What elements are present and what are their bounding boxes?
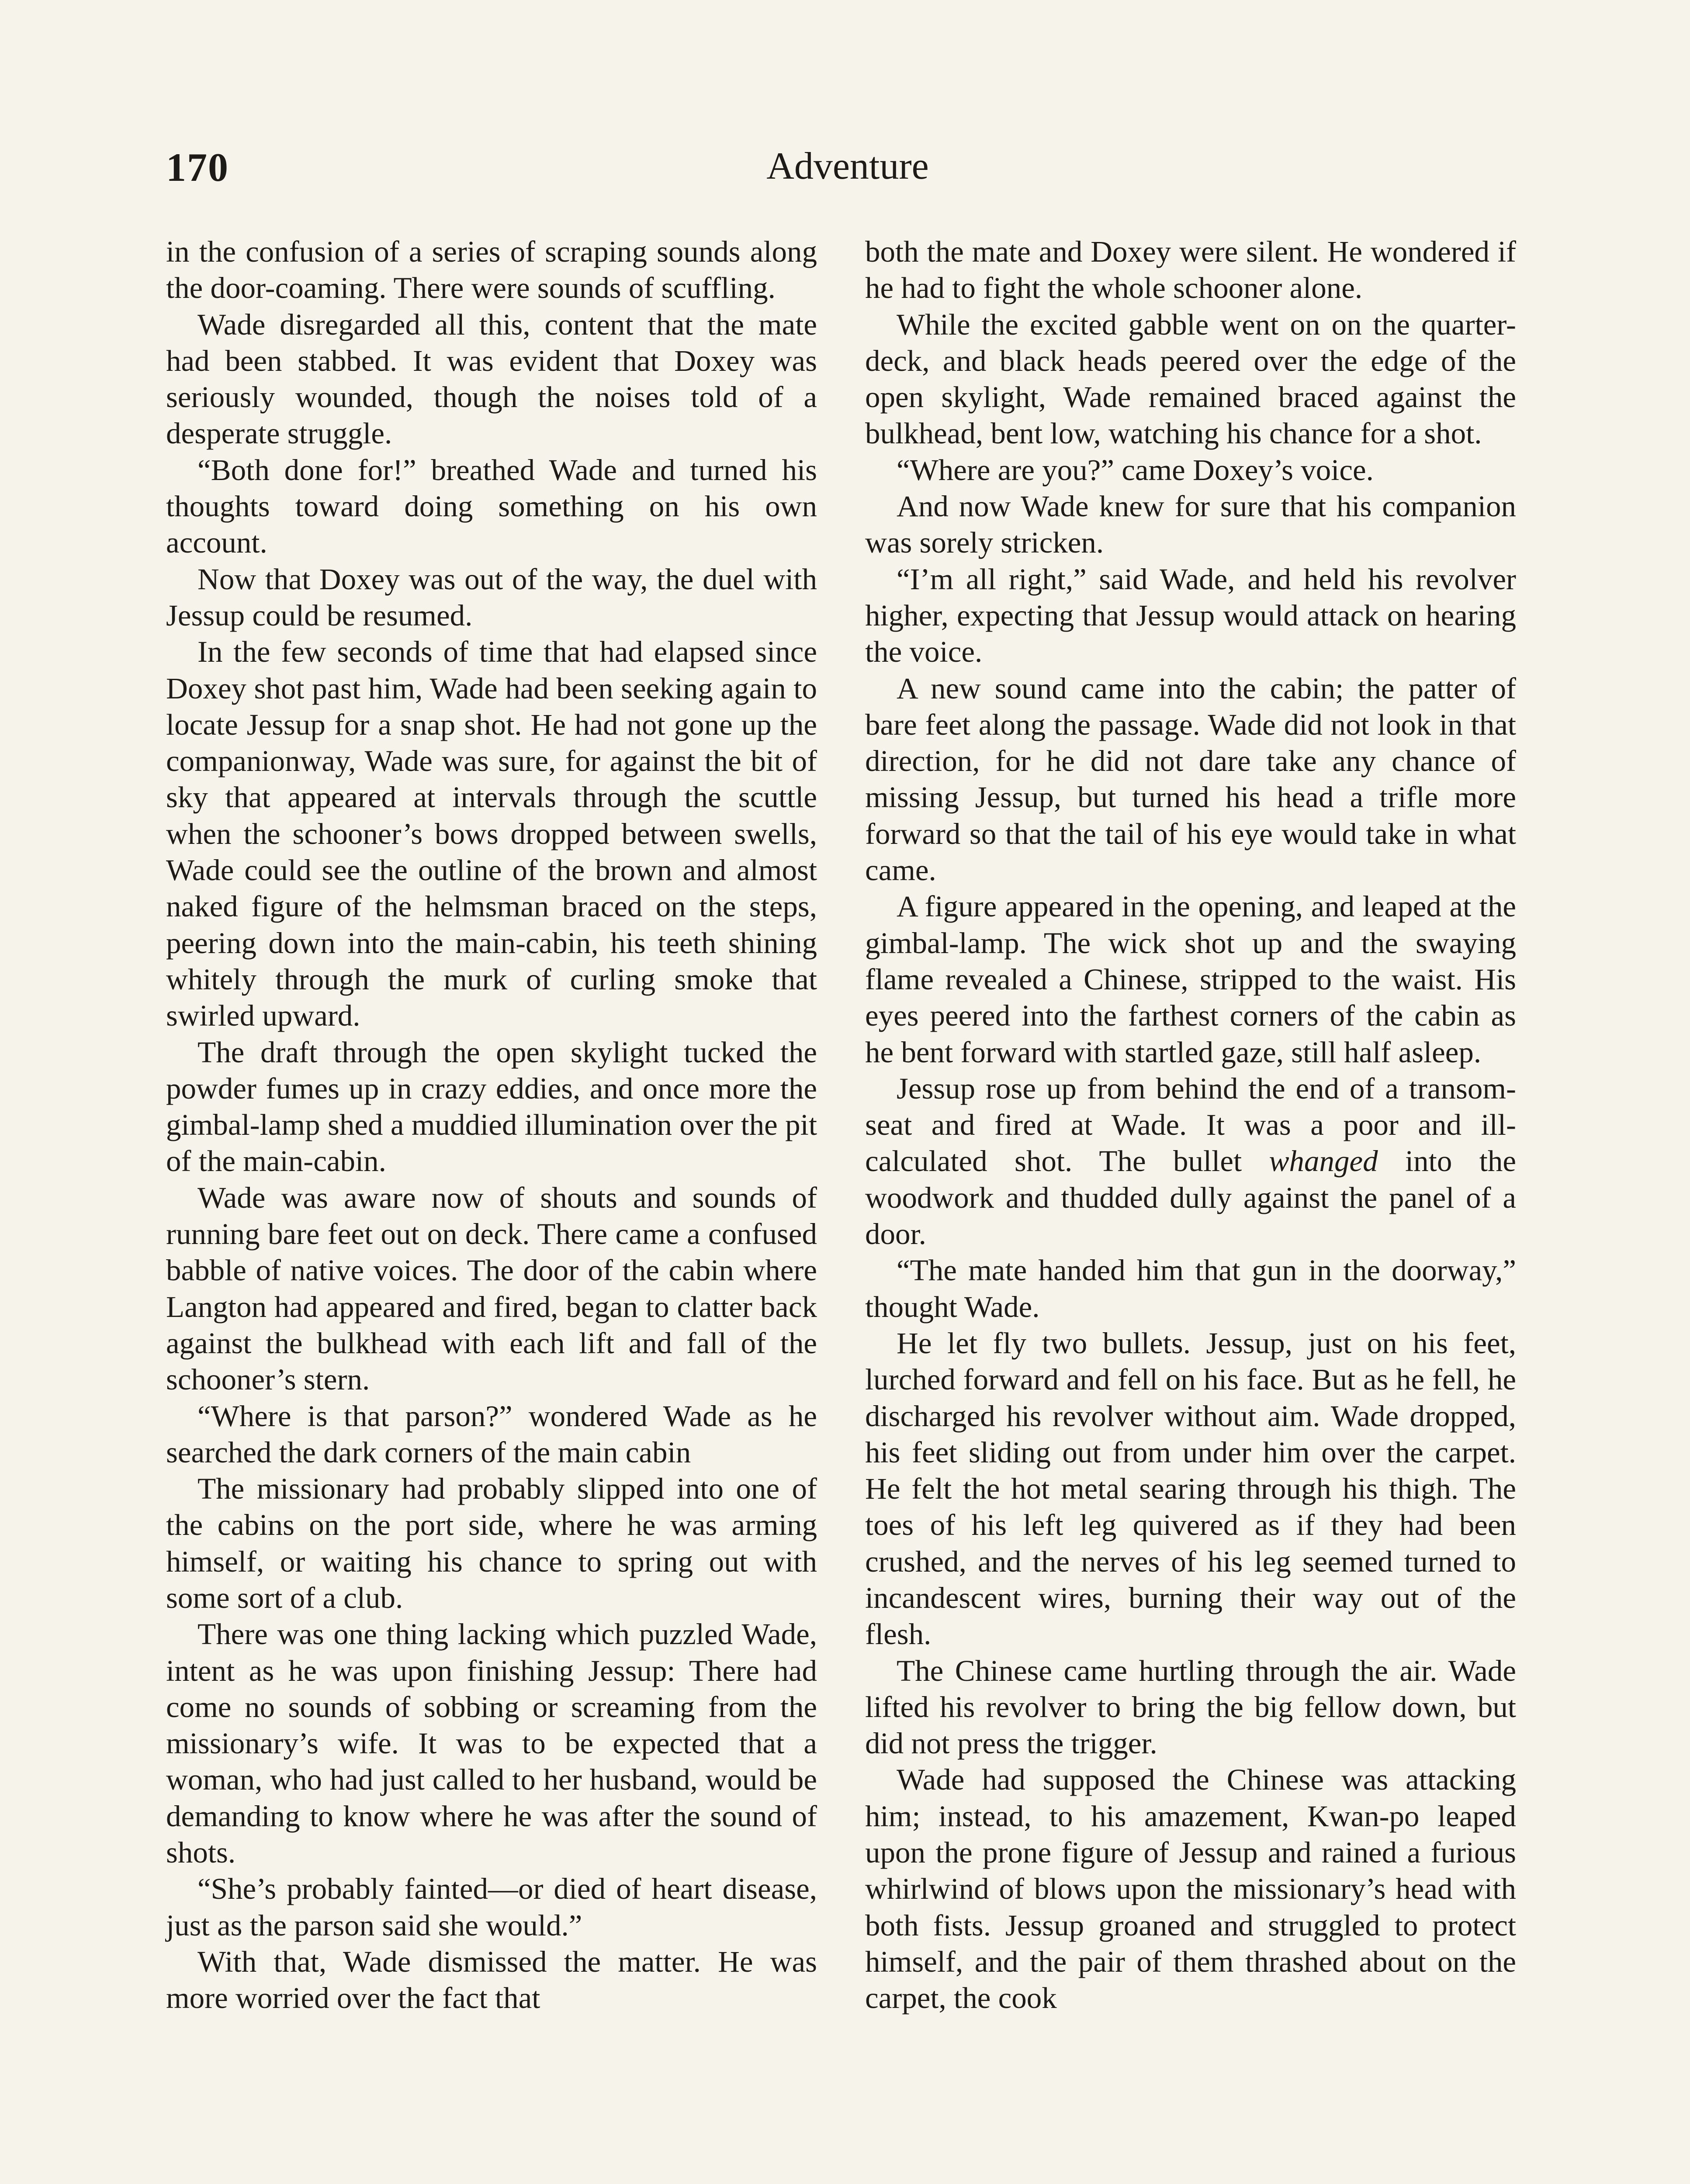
paragraph: He let fly two bullets. Jessup, just on his feet, lurched forward and fell on his face. But as he fell, he discharged his revolver without aim. Wade dropped, his feet sliding out from under him over the carpet. He felt the hot metal searing through his thigh. The toes of his left leg quivered as if they had been crushed, and the nerves of his leg seemed turned to incandescent wires, burning their way out of the flesh. — [865, 1326, 1516, 1651]
paragraph: “Where is that parson?” wondered Wade as he searched the dark corners of the main cabin — [166, 1399, 817, 1469]
paragraph: The draft through the open skylight tucked the powder fumes up in crazy eddies, and once more the gimbal-lamp shed a muddied illumination over the pit of the main-cabin. — [166, 1035, 817, 1178]
paragraph-text: into the woodwork and thudded dully against the panel of a door. — [865, 1144, 1517, 1251]
italic-word: whanged — [1269, 1144, 1378, 1178]
paragraph — [865, 1071, 1516, 1252]
paragraph: Wade disregarded all this, content that the mate had been stabbed. It was evident that Doxey was seriously wounded, though the noises told of a desperate struggle. — [166, 308, 817, 450]
paragraph: “The mate handed him that gun in the doorway,” thought Wade. — [865, 1254, 1516, 1324]
paragraph: Now that Doxey was out of the way, the duel with Jessup could be resumed. — [166, 562, 817, 632]
paragraph: The Chinese came hurtling through the air. Wade lifted his revolver to bring the big fellow down, but did not press the trigger. — [865, 1654, 1516, 1760]
paragraph: The missionary had probably slipped into one of the cabins on the port side, where he was arming himself, or waiting his chance to spring out with some sort of a club. — [166, 1472, 817, 1614]
paragraph: Wade was aware now of shouts and sounds of running bare feet out on deck. There came a confused babble of native voices. The door of the cabin where Langton had appeared and fired, began to clatter back against the bulkhead with each lift and fall of the schooner’s stern. — [166, 1181, 817, 1396]
paragraph: “She’s probably fainted—or died of heart disease, just as the parson said she would.” — [166, 1872, 817, 1942]
paragraph-text: Jessup rose up from behind the end of a transom-seat and fired at Wade. It was a poor and ill-calculated shot. The bullet — [865, 1071, 1516, 1178]
paragraph: “Where are you?” came Doxey’s voice. — [897, 453, 1374, 487]
paragraph: A figure appeared in the opening, and leaped at the gimbal-lamp. The wick shot up and the swaying flame revealed a Chinese, stripped to the waist. His eyes peered into the farthest corners of the cabin as he bent forward with startled gaze, still half asleep. — [865, 890, 1516, 1069]
running-title: Adventure — [766, 145, 929, 187]
left-column — [166, 234, 817, 2017]
paragraph: Wade had supposed the Chinese was attacking him; instead, to his amazement, Kwan-po leaped upon the prone figure of Jessup and rained a furious whirlwind of blows upon the missionary’s head with both fists. Jessup groaned and struggled to protect himself, and the pair of them thrashed about on the carpet, the cook — [865, 1763, 1516, 2015]
paragraph: A new sound came into the cabin; the patter of bare feet along the passage. Wade did not look in that direction, for he did not dare take any chance of missing Jessup, but turned his head a trifle more forward so that the tail of his eye would take in what came. — [865, 671, 1516, 887]
paragraph: In the few seconds of time that had elapsed since Doxey shot past him, Wade had been seeking again to locate Jessup for a snap shot. He had not gone up the companionway, Wade was sure, for against the bit of sky that appeared at intervals through the scuttle when the schooner’s bows dropped between swells, Wade could see the outline of the brown and almost naked figure of the helmsman braced on the steps, peering down into the main-cabin, his teeth shining whitely through the murk of curling smoke that swirled upward. — [166, 635, 817, 1033]
paragraph: And now Wade knew for sure that his companion was sorely stricken. — [865, 490, 1516, 560]
page-number: 170 — [166, 145, 229, 190]
paragraph: both the mate and Doxey were silent. He wondered if he had to fight the whole schooner alone. — [865, 235, 1516, 305]
paragraph: in the confusion of a series of scraping sounds along the door-coaming. There were sounds of scuffling. — [166, 235, 817, 305]
paragraph: While the excited gabble went on on the quarter-deck, and black heads peered over the edge of the open skylight, Wade remained braced against the bulkhead, bent low, watching his chance for a shot. — [865, 308, 1516, 450]
page-header — [166, 144, 1529, 197]
paragraph: “Both done for!” breathed Wade and turned his thoughts toward doing something on his own account. — [166, 453, 817, 560]
right-column — [865, 234, 1516, 2017]
paragraph: “I’m all right,” said Wade, and held his revolver higher, expecting that Jessup would attack on hearing the voice. — [865, 562, 1516, 669]
paragraph: There was one thing lacking which puzzled Wade, intent as he was upon finishing Jessup: There had come no sounds of sobbing or screaming from the missionary’s wife. It was to be expected that a woman, who had just called to her husband, would be demanding to know where he was after the sound of shots. — [166, 1617, 817, 1870]
paragraph: With that, Wade dismissed the matter. He was more worried over the fact that — [166, 1945, 817, 2015]
